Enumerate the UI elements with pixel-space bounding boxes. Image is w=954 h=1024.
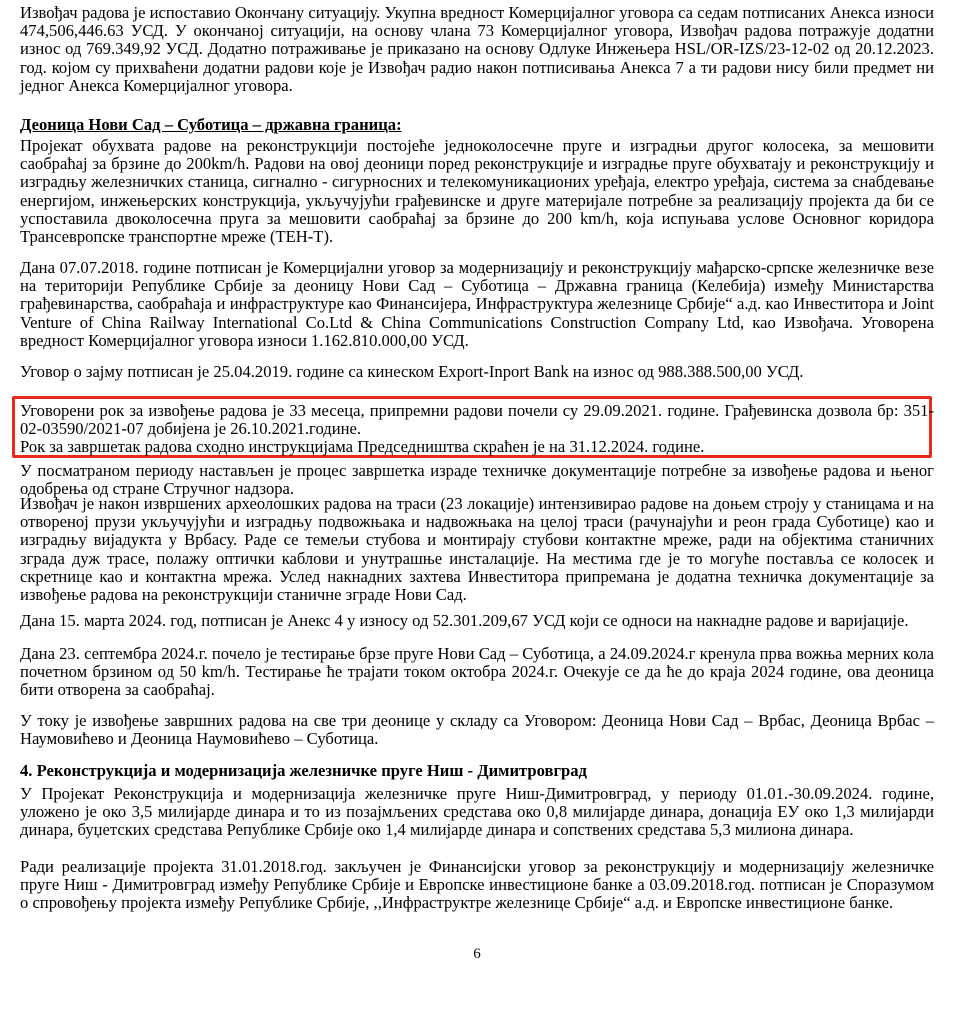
paragraph-works-progress: Извођач је након извршених археолошких радова на траси (23 локације) интензивирао радове на доњем строју у станицама и на отвореној прузи укључујући и изградњу подвожњака и надвожњака на целој траси (рачунајући и реон града Суботице) као и изградњу вијадукта у Врбасу. Раде се темељи стубова и монтирају стубови контактне мреже, ради на објектима станичних зграда дуж трасе, полажу оптички каблови и унутрашње инсталације. На местима где је то могуће постављa се колосек и скретнице као и контактна мрежа. Услед накнадних захтева Инвеститора припремана је додатна техничка документације за извођење радова на реконструкцији станичне зграде Нови Сад. xyxy=(20,494,934,605)
paragraph-contract-deadline: Уговорени рок за извођење радова је 33 месеца, припремни радови почели су 29.09.2021. године. Грађевинска дозвола бр: 351-02-03590/2021-07 добијена је 26.10.2021.године. xyxy=(20,401,934,439)
paragraph-testing: Дана 23. септембра 2024.г. почело је тестирање брзе пруге Нови Сад – Суботица, а 24.09.2024.г кренула прва вожња мерних кола почетном брзином од 50 km/h. Тестирање ће трајати током октобра 2024.г. Очекује се да ће до краја 2024 године, ова деоница бити отворена за саобраћај. xyxy=(20,644,934,700)
paragraph-project-scope: Пројекат обухвата радове на реконструкцији постојеће једноколосечне пруге и изградњи другог колосека, за мешовити саобраћај за брзине до 200km/h. Радови на овој деоници поред реконструкције и изградње пруге обухватају и реконструкцију и изградњу железничких станица, сигнално - сигурносних и телекомуникационих уређаја, електро уређаја, система за снабдевање енергијом, инжењерских конструкција, укључујући грађевинске и друге материјале потребне за реализацију пројекта да би се успоставила двоколосечна пруга за мешовити саобраћај за брзине до 200 km/h, која испуњава услове Основног коридора Трансевропске транспортне мреже (ТЕН-Т). xyxy=(20,136,934,247)
paragraph-loan-agreement: Уговор о зајму потписан је 25.04.2019. године са кинеском Export-Inport Bank на износ од 988.388.500,00 УСД. xyxy=(20,362,804,381)
paragraph-technical-documentation: У посматраном периоду настављен је процес завршетка израде техничке документације потребне за извођење радова и њеног одобрења од стране Стручног надзора. xyxy=(20,461,934,499)
paragraph-investment-2024: У Пројекат Реконструкција и модернизација железничке пруге Ниш-Димитровград, у периоду 01.01.-30.09.2024. године, уложено је око 3,5 милијарде динара и то из позајмљених средстава око 0,8 милијарде динара, донација ЕУ око 1,3 милијарди динара, буџетских средстава Републике Србије око 1,4 милијарде динара и сопствених средстава 5,3 милиона динара. xyxy=(20,784,934,840)
paragraph-commercial-contract: Дана 07.07.2018. године потписан је Комерцијални уговор за модернизацију и реконструкцију мађарско-српске железничке везе на територији Републике Србије за деоницу Нови Сад – Суботица – Државна граница (Келебија) између Министарства грађевинарства, саобраћаја и инфраструктуре као Финансијера, Инфраструктура железнице Србије“ а.д. као Инвеститора и Joint Venture of China Railway International Co.Ltd & China Communications Construction Company Ltd, као Извођача. Уговорена вредност Комерцијалног уговора износи 1.162.810.000,00 УСД. xyxy=(20,258,934,350)
paragraph-shortened-deadline: Рок за завршетак радова сходно инструкцијама Председништва скраћен је на 31.12.2024. године. xyxy=(20,437,705,456)
paragraph-final-situation: Извођач радова је испоставио Окончану ситуацију. Укупна вредност Комерцијалног уговора са седам потписаних Анекса износи 474,506,446.63 УСД. У окончаној ситуацији, на основу члана 73 Комерцијалног уговора, Извођач радова потражује додатни износ од 769.349,92 УСД. Додатно потраживање је приказано на основу Одлуке Инжењера HSL/OR-IZS/23-12-02 од 20.12.2023. год. којом су прихваћени додатни радови које је Извођач радио након потписивања Анекса 7 а ти радови нису били предмет ни једног Анекса Комерцијалног уговора. xyxy=(20,3,934,95)
paragraph-annex-4: Дана 15. марта 2024. год, потписан је Анекс 4 у износу од 52.301.209,67 УСД који се односи на накнадне радове и варијације. xyxy=(20,611,909,630)
paragraph-final-works: У току је извођење завршних радова на све три деонице у складу са Уговором: Деоница Нови Сад – Врбас, Деоница Врбас – Наумовићево и Деоница Наумовићево – Суботица. xyxy=(20,711,934,749)
paragraph-financing-agreement: Ради реализације пројекта 31.01.2018.год. закључен је Финансијски уговор за реконструкцију и модернизацију железничке пруге Ниш - Димитровград између Републике Србије и Европске инвестиционе банке а 03.09.2018.год. потписан је Споразумом о спровођењу пројекта између Републике Србије, ,,Инфраструктре железнице Србије“ а.д. и Европске инвестиционе банке. xyxy=(20,857,934,913)
page-number: 6 xyxy=(473,946,481,962)
section-heading-novi-sad-subotica: Деоница Нови Сад – Суботица – државна граница: xyxy=(20,115,402,134)
section-heading-nis-dimitrovgrad: 4. Реконструкција и модернизација железничке пруге Ниш - Димитровград xyxy=(20,761,587,780)
